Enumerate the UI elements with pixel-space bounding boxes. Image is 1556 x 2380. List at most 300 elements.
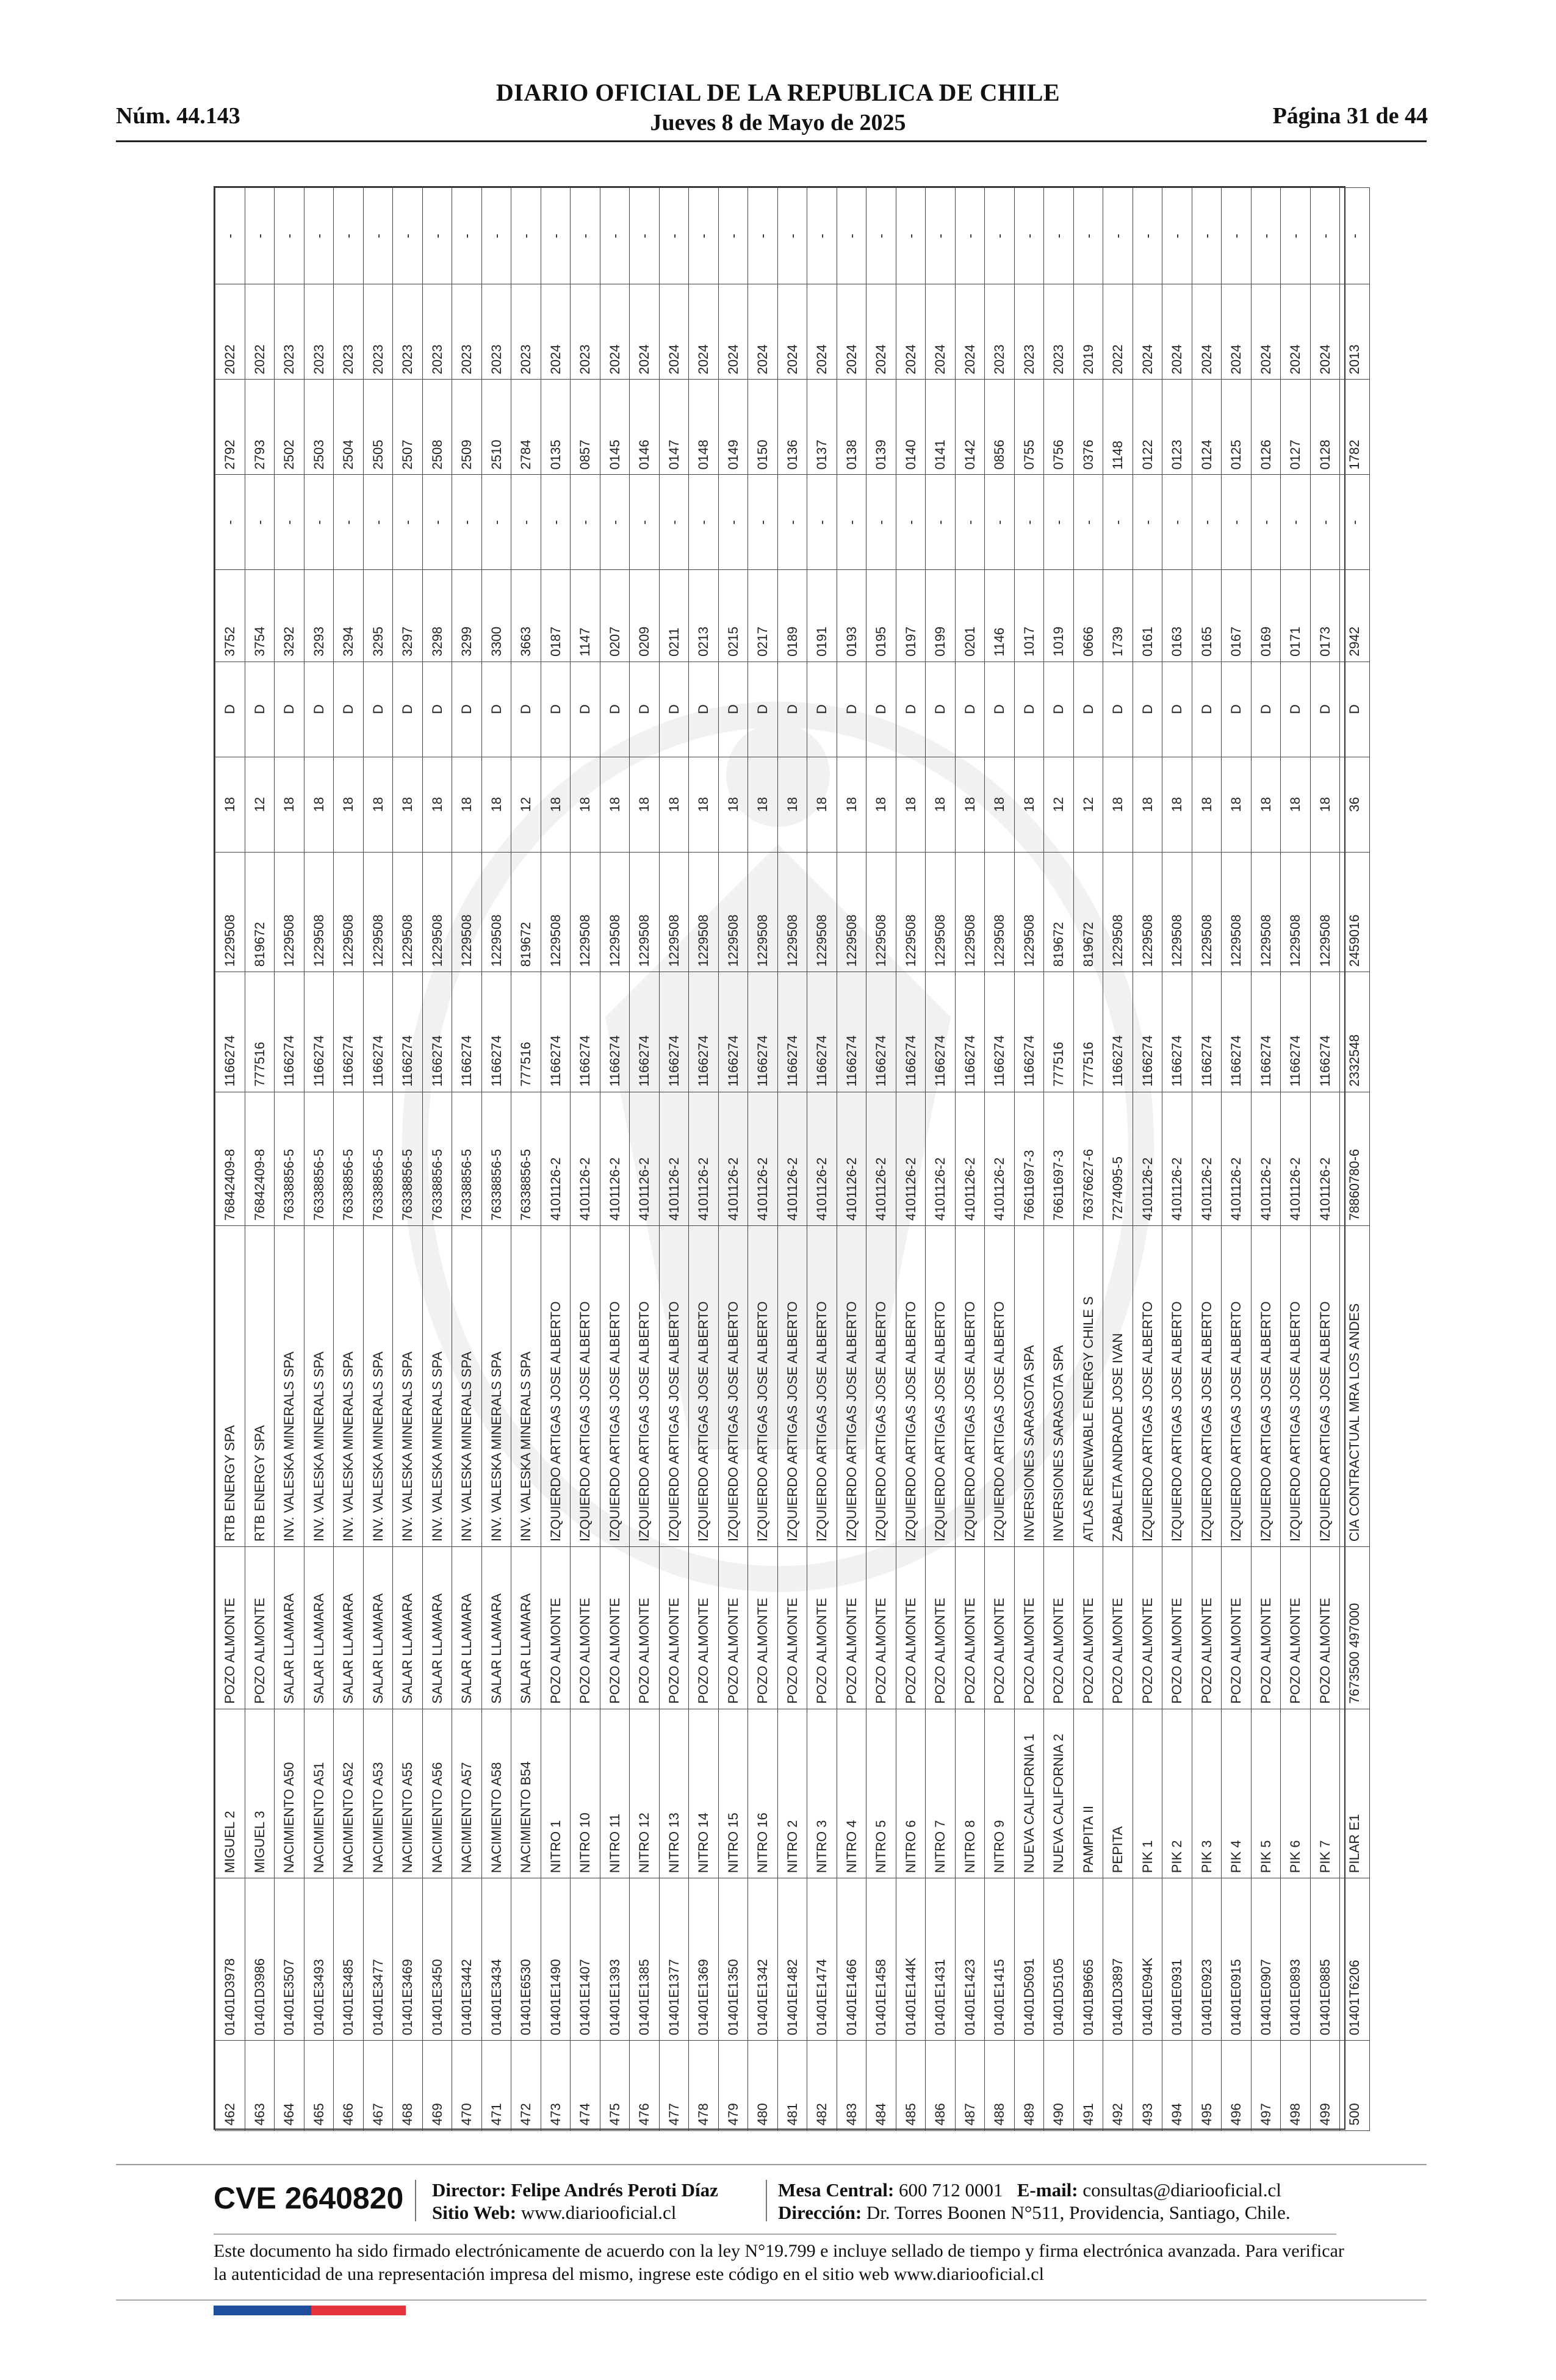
table-cell: - bbox=[630, 475, 660, 570]
table-cell: D bbox=[1014, 662, 1044, 757]
table-cell: 18 bbox=[1162, 757, 1192, 852]
table-cell: 0123 bbox=[1162, 380, 1192, 475]
table-cell: 18 bbox=[571, 757, 600, 852]
table-cell: 0146 bbox=[630, 380, 660, 475]
table-row bbox=[1073, 188, 1103, 2131]
table-cell: - bbox=[275, 188, 304, 284]
table-cell: 497 bbox=[1251, 2041, 1281, 2131]
table-cell: - bbox=[689, 475, 719, 570]
footer-divider-2 bbox=[214, 2234, 1336, 2235]
table-cell: 1229508 bbox=[422, 852, 452, 972]
table-cell: 2024 bbox=[541, 284, 571, 380]
table-cell: 7673500 497000 bbox=[1340, 1547, 1370, 1709]
table-cell: NACIMIENTO A55 bbox=[393, 1709, 423, 1878]
table-cell: 2013 bbox=[1340, 284, 1370, 380]
table-cell: 1229508 bbox=[748, 852, 778, 972]
table-cell: 01401E1369 bbox=[689, 1878, 719, 2041]
table-row bbox=[275, 188, 304, 2131]
table-cell: 1229508 bbox=[718, 852, 748, 972]
table-row bbox=[452, 188, 482, 2131]
table-cell: 01401E144K bbox=[896, 1878, 926, 2041]
table-cell: NITRO 10 bbox=[571, 1709, 600, 1878]
table-cell: 496 bbox=[1222, 2041, 1252, 2131]
table-cell: 18 bbox=[1251, 757, 1281, 852]
table-cell: 01401E3450 bbox=[422, 1878, 452, 2041]
table-cell: 01401E094K bbox=[1133, 1878, 1162, 2041]
table-cell: 0755 bbox=[1014, 380, 1044, 475]
table-cell: 18 bbox=[452, 757, 482, 852]
table-cell: 0145 bbox=[600, 380, 630, 475]
table-cell: 01401E0907 bbox=[1251, 1878, 1281, 2041]
table-cell: 1166274 bbox=[1281, 972, 1311, 1092]
email-label: E-mail: bbox=[1017, 2179, 1078, 2201]
table-cell: 1166274 bbox=[600, 972, 630, 1092]
table-row bbox=[481, 188, 511, 2131]
table-cell: 76842409-8 bbox=[245, 1092, 275, 1226]
table-cell: RTB ENERGY SPA bbox=[245, 1226, 275, 1547]
table-cell: 18 bbox=[1310, 757, 1340, 852]
table-cell: D bbox=[837, 662, 866, 757]
table-cell: INV. VALESKA MINERALS SPA bbox=[481, 1226, 511, 1547]
table-cell: NITRO 16 bbox=[748, 1709, 778, 1878]
table-cell: INVERSIONES SARASOTA SPA bbox=[1044, 1226, 1074, 1547]
table-cell: 01401E1423 bbox=[955, 1878, 985, 2041]
table-cell: 819672 bbox=[511, 852, 541, 972]
table-cell: 2502 bbox=[275, 380, 304, 475]
table-cell: 2503 bbox=[304, 380, 334, 475]
table-cell: POZO ALMONTE bbox=[1281, 1547, 1311, 1709]
table-cell: CIA CONTRACTUAL MRA LOS ANDES bbox=[1340, 1226, 1370, 1547]
table-cell: 4101126-2 bbox=[689, 1092, 719, 1226]
table-cell: IZQUIERDO ARTIGAS JOSE ALBERTO bbox=[718, 1226, 748, 1547]
table-cell: 01401E1482 bbox=[777, 1878, 807, 2041]
table-cell: 1166274 bbox=[452, 972, 482, 1092]
table-cell: - bbox=[393, 188, 423, 284]
footer-divider bbox=[116, 2164, 1427, 2165]
table-cell: 3754 bbox=[245, 570, 275, 662]
table-cell: - bbox=[1073, 188, 1103, 284]
address-text: Dr. Torres Boonen N°511, Providencia, Santiago, Chile. bbox=[866, 2202, 1291, 2223]
table-cell: 4101126-2 bbox=[807, 1092, 837, 1226]
table-cell: 483 bbox=[837, 2041, 866, 2131]
table-cell: IZQUIERDO ARTIGAS JOSE ALBERTO bbox=[541, 1226, 571, 1547]
table-cell: 1229508 bbox=[363, 852, 393, 972]
table-cell: 4101126-2 bbox=[896, 1092, 926, 1226]
mesa-phone: 600 712 0001 bbox=[899, 2179, 1003, 2201]
table-cell: - bbox=[393, 475, 423, 570]
table-cell: 1229508 bbox=[896, 852, 926, 972]
table-cell: 01401E0915 bbox=[1222, 1878, 1252, 2041]
table-cell: 0167 bbox=[1222, 570, 1252, 662]
table-cell: 1166274 bbox=[571, 972, 600, 1092]
table-row bbox=[1103, 188, 1133, 2131]
table-cell: NITRO 4 bbox=[837, 1709, 866, 1878]
table-cell: 1166274 bbox=[1014, 972, 1044, 1092]
table-cell: 01401E1377 bbox=[659, 1878, 689, 2041]
table-cell: NITRO 11 bbox=[600, 1709, 630, 1878]
table-cell: D bbox=[275, 662, 304, 757]
table-cell: 76611697-3 bbox=[1014, 1092, 1044, 1226]
table-cell: NITRO 2 bbox=[777, 1709, 807, 1878]
flag-stripe-blue bbox=[214, 2306, 311, 2315]
table-cell: 480 bbox=[748, 2041, 778, 2131]
table-cell: 0135 bbox=[541, 380, 571, 475]
table-cell: 1148 bbox=[1103, 380, 1133, 475]
table-cell: - bbox=[334, 475, 364, 570]
table-cell: POZO ALMONTE bbox=[718, 1547, 748, 1709]
table-cell: 1166274 bbox=[926, 972, 956, 1092]
table-cell: 2024 bbox=[1251, 284, 1281, 380]
table-cell: - bbox=[511, 188, 541, 284]
bottom-divider bbox=[116, 2299, 1427, 2301]
table-cell: 4101126-2 bbox=[748, 1092, 778, 1226]
table-cell: 500 bbox=[1340, 2041, 1370, 2131]
table-cell: - bbox=[1310, 188, 1340, 284]
table-cell: 0136 bbox=[777, 380, 807, 475]
table-row bbox=[334, 188, 364, 2131]
table-cell: 481 bbox=[777, 2041, 807, 2131]
table-cell: 2024 bbox=[1222, 284, 1252, 380]
table-cell: 1166274 bbox=[422, 972, 452, 1092]
table-cell: 76376627-6 bbox=[1073, 1092, 1103, 1226]
table-row bbox=[926, 188, 956, 2131]
table-cell: 1166274 bbox=[748, 972, 778, 1092]
table-cell: 2024 bbox=[600, 284, 630, 380]
table-cell: 0127 bbox=[1281, 380, 1311, 475]
table-cell: 0128 bbox=[1310, 380, 1340, 475]
table-cell: - bbox=[1044, 188, 1074, 284]
table-cell: INV. VALESKA MINERALS SPA bbox=[422, 1226, 452, 1547]
table-cell: D bbox=[630, 662, 660, 757]
table-cell: - bbox=[541, 475, 571, 570]
table-cell: SALAR LLAMARA bbox=[481, 1547, 511, 1709]
table-cell: PEPITA bbox=[1103, 1709, 1133, 1878]
table-cell: - bbox=[452, 188, 482, 284]
table-cell: 4101126-2 bbox=[926, 1092, 956, 1226]
table-cell: - bbox=[896, 475, 926, 570]
table-cell: 01401E1431 bbox=[926, 1878, 956, 2041]
table-cell: D bbox=[363, 662, 393, 757]
table-cell: NITRO 6 bbox=[896, 1709, 926, 1878]
table-row bbox=[571, 188, 600, 2131]
table-cell: 18 bbox=[541, 757, 571, 852]
table-cell: 4101126-2 bbox=[718, 1092, 748, 1226]
table-cell: 1229508 bbox=[1310, 852, 1340, 972]
table-cell: D bbox=[1073, 662, 1103, 757]
table-cell: 0215 bbox=[718, 570, 748, 662]
table-cell: - bbox=[215, 475, 245, 570]
table-cell: 2792 bbox=[215, 380, 245, 475]
table-cell: D bbox=[422, 662, 452, 757]
table-cell: 0141 bbox=[926, 380, 956, 475]
table-cell: 0150 bbox=[748, 380, 778, 475]
table-cell: 36 bbox=[1340, 757, 1370, 852]
table-cell: - bbox=[1133, 188, 1162, 284]
table-cell: 3298 bbox=[422, 570, 452, 662]
table-cell: - bbox=[571, 188, 600, 284]
table-cell: 78860780-6 bbox=[1340, 1092, 1370, 1226]
table-cell: 76611697-3 bbox=[1044, 1092, 1074, 1226]
table-cell: SALAR LLAMARA bbox=[275, 1547, 304, 1709]
table-cell: 3292 bbox=[275, 570, 304, 662]
table-cell: D bbox=[1192, 662, 1222, 757]
table-cell: 2022 bbox=[215, 284, 245, 380]
table-cell: 1229508 bbox=[985, 852, 1015, 972]
table-cell: 2332548 bbox=[1340, 972, 1370, 1092]
table-cell: INV. VALESKA MINERALS SPA bbox=[275, 1226, 304, 1547]
table-cell: 0209 bbox=[630, 570, 660, 662]
table-cell: NACIMIENTO B54 bbox=[511, 1709, 541, 1878]
table-cell: 2509 bbox=[452, 380, 482, 475]
table-cell: 485 bbox=[896, 2041, 926, 2131]
table-cell: PAMPITA II bbox=[1073, 1709, 1103, 1878]
table-row bbox=[985, 188, 1015, 2131]
table-cell: 12 bbox=[245, 757, 275, 852]
table-cell: 3297 bbox=[393, 570, 423, 662]
table-cell: 489 bbox=[1014, 2041, 1044, 2131]
table-cell: NITRO 9 bbox=[985, 1709, 1015, 1878]
table-cell: 1229508 bbox=[1014, 852, 1044, 972]
table-row bbox=[1251, 188, 1281, 2131]
table-cell: 486 bbox=[926, 2041, 956, 2131]
table-cell: - bbox=[1133, 475, 1162, 570]
table-cell: - bbox=[275, 475, 304, 570]
table-cell: D bbox=[866, 662, 896, 757]
table-cell: 474 bbox=[571, 2041, 600, 2131]
table-cell: 1166274 bbox=[1103, 972, 1133, 1092]
table-cell: - bbox=[571, 475, 600, 570]
table-cell: 01401E1385 bbox=[630, 1878, 660, 2041]
table-cell: 3299 bbox=[452, 570, 482, 662]
table-cell: 488 bbox=[985, 2041, 1015, 2131]
table-cell: 2023 bbox=[985, 284, 1015, 380]
table-cell: 1019 bbox=[1044, 570, 1074, 662]
table-cell: 18 bbox=[659, 757, 689, 852]
table-cell: D bbox=[541, 662, 571, 757]
table-cell: 2023 bbox=[363, 284, 393, 380]
table-cell: - bbox=[1044, 475, 1074, 570]
table-cell: 01401T6206 bbox=[1340, 1878, 1370, 2041]
table-cell: 4101126-2 bbox=[777, 1092, 807, 1226]
table-cell: - bbox=[985, 188, 1015, 284]
table-cell: 0191 bbox=[807, 570, 837, 662]
table-cell: 1229508 bbox=[541, 852, 571, 972]
table-cell: 0125 bbox=[1222, 380, 1252, 475]
table-cell: 1166274 bbox=[275, 972, 304, 1092]
table-cell: 473 bbox=[541, 2041, 571, 2131]
table-cell: - bbox=[600, 188, 630, 284]
table-cell: 1166274 bbox=[541, 972, 571, 1092]
website-link[interactable]: www.diariooficial.cl bbox=[520, 2202, 677, 2223]
table-cell: 0376 bbox=[1073, 380, 1103, 475]
table-cell: 1229508 bbox=[1251, 852, 1281, 972]
table-cell: SALAR LLAMARA bbox=[511, 1547, 541, 1709]
table-cell: 01401E1490 bbox=[541, 1878, 571, 2041]
table-cell: 0173 bbox=[1310, 570, 1340, 662]
table-cell: 477 bbox=[659, 2041, 689, 2131]
table-cell: 0666 bbox=[1073, 570, 1103, 662]
table-row bbox=[1044, 188, 1074, 2131]
table-cell: 1166274 bbox=[1162, 972, 1192, 1092]
table-cell: 1166274 bbox=[955, 972, 985, 1092]
table-cell: 4101126-2 bbox=[1251, 1092, 1281, 1226]
table-cell: POZO ALMONTE bbox=[689, 1547, 719, 1709]
table-cell: - bbox=[245, 188, 275, 284]
table-cell: 2024 bbox=[748, 284, 778, 380]
table-cell: - bbox=[748, 188, 778, 284]
contact-line bbox=[778, 2179, 1291, 2201]
table-cell: - bbox=[1310, 475, 1340, 570]
table-cell: PIK 1 bbox=[1133, 1709, 1162, 1878]
table-cell: - bbox=[659, 475, 689, 570]
table-cell: - bbox=[689, 188, 719, 284]
table-cell: D bbox=[985, 662, 1015, 757]
table-cell: POZO ALMONTE bbox=[1073, 1547, 1103, 1709]
table-cell: 4101126-2 bbox=[1192, 1092, 1222, 1226]
table-cell: D bbox=[1281, 662, 1311, 757]
table-cell: 479 bbox=[718, 2041, 748, 2131]
table-cell: 495 bbox=[1192, 2041, 1222, 2131]
table-cell: 2024 bbox=[926, 284, 956, 380]
table-cell: POZO ALMONTE bbox=[807, 1547, 837, 1709]
table-cell: 0171 bbox=[1281, 570, 1311, 662]
table-cell: 1166274 bbox=[630, 972, 660, 1092]
table-cell: - bbox=[659, 188, 689, 284]
table-cell: 2023 bbox=[1014, 284, 1044, 380]
table-cell: 01401E6530 bbox=[511, 1878, 541, 2041]
table-cell: - bbox=[1014, 475, 1044, 570]
table-cell: 0213 bbox=[689, 570, 719, 662]
table-cell: 0126 bbox=[1251, 380, 1281, 475]
table-cell: D bbox=[1222, 662, 1252, 757]
table-cell: D bbox=[215, 662, 245, 757]
table-cell: 1229508 bbox=[481, 852, 511, 972]
table-cell: 1166274 bbox=[363, 972, 393, 1092]
table-cell: 76338856-5 bbox=[511, 1092, 541, 1226]
table-cell: 12 bbox=[1044, 757, 1074, 852]
table-cell: 01401E1342 bbox=[748, 1878, 778, 2041]
table-cell: 0169 bbox=[1251, 570, 1281, 662]
address-line bbox=[778, 2201, 1291, 2224]
table-cell: IZQUIERDO ARTIGAS JOSE ALBERTO bbox=[1222, 1226, 1252, 1547]
table-cell: 0148 bbox=[689, 380, 719, 475]
table-cell: - bbox=[1340, 475, 1370, 570]
table-cell: 0756 bbox=[1044, 380, 1074, 475]
table-cell: - bbox=[363, 188, 393, 284]
table-cell: 482 bbox=[807, 2041, 837, 2131]
director-name: Director: Felipe Andrés Peroti Díaz bbox=[432, 2179, 718, 2201]
table-cell: 494 bbox=[1162, 2041, 1192, 2131]
table-row bbox=[1162, 188, 1192, 2131]
table-cell: 01401D5091 bbox=[1014, 1878, 1044, 2041]
table-cell: D bbox=[896, 662, 926, 757]
table-cell: SALAR LLAMARA bbox=[334, 1547, 364, 1709]
table-cell: IZQUIERDO ARTIGAS JOSE ALBERTO bbox=[748, 1226, 778, 1547]
table-cell: 1166274 bbox=[334, 972, 364, 1092]
table-cell: IZQUIERDO ARTIGAS JOSE ALBERTO bbox=[1133, 1226, 1162, 1547]
table-cell: POZO ALMONTE bbox=[748, 1547, 778, 1709]
table-cell: 777516 bbox=[245, 972, 275, 1092]
table-cell: 1166274 bbox=[896, 972, 926, 1092]
table-cell: - bbox=[926, 475, 956, 570]
table-cell: 1166274 bbox=[837, 972, 866, 1092]
table-cell: NACIMIENTO A56 bbox=[422, 1709, 452, 1878]
table-cell: D bbox=[1103, 662, 1133, 757]
table-cell: D bbox=[334, 662, 364, 757]
table-cell: 1166274 bbox=[777, 972, 807, 1092]
table-cell: 18 bbox=[630, 757, 660, 852]
table-cell: 1166274 bbox=[807, 972, 837, 1092]
table-cell: 2505 bbox=[363, 380, 393, 475]
table-cell: 18 bbox=[363, 757, 393, 852]
table-cell: - bbox=[1162, 188, 1192, 284]
table-cell: 4101126-2 bbox=[1310, 1092, 1340, 1226]
table-cell: 1166274 bbox=[1133, 972, 1162, 1092]
table-cell: 1229508 bbox=[659, 852, 689, 972]
table-cell: 1166274 bbox=[393, 972, 423, 1092]
table-cell: - bbox=[1162, 475, 1192, 570]
table-cell: 18 bbox=[600, 757, 630, 852]
mining-concessions-table-frame bbox=[214, 186, 1363, 2130]
table-cell: - bbox=[541, 188, 571, 284]
table-cell: - bbox=[777, 475, 807, 570]
table-cell: 3295 bbox=[363, 570, 393, 662]
table-cell: 472 bbox=[511, 2041, 541, 2131]
table-cell: 18 bbox=[1222, 757, 1252, 852]
table-row bbox=[541, 188, 571, 2131]
cve-code: CVE 2640820 bbox=[214, 2181, 404, 2215]
rotated-table-wrapper bbox=[215, 187, 1363, 2131]
table-cell: 4101126-2 bbox=[866, 1092, 896, 1226]
table-cell: POZO ALMONTE bbox=[926, 1547, 956, 1709]
table-cell: 01401E3442 bbox=[452, 1878, 482, 2041]
table-cell: 18 bbox=[334, 757, 364, 852]
table-cell: 777516 bbox=[511, 972, 541, 1092]
table-cell: 76338856-5 bbox=[275, 1092, 304, 1226]
table-cell: 2508 bbox=[422, 380, 452, 475]
table-cell: IZQUIERDO ARTIGAS JOSE ALBERTO bbox=[1162, 1226, 1192, 1547]
table-row bbox=[1192, 188, 1222, 2131]
email-link[interactable]: consultas@diariooficial.cl bbox=[1082, 2179, 1281, 2201]
table-cell: 0163 bbox=[1162, 570, 1192, 662]
table-cell: D bbox=[1340, 662, 1370, 757]
table-cell: - bbox=[304, 188, 334, 284]
table-cell: SALAR LLAMARA bbox=[452, 1547, 482, 1709]
table-cell: - bbox=[334, 188, 364, 284]
table-cell: 493 bbox=[1133, 2041, 1162, 2131]
table-cell: 2024 bbox=[866, 284, 896, 380]
table-cell: 1782 bbox=[1340, 380, 1370, 475]
table-cell: - bbox=[600, 475, 630, 570]
table-cell: - bbox=[866, 475, 896, 570]
table-cell: 01401E1407 bbox=[571, 1878, 600, 2041]
table-cell: 18 bbox=[275, 757, 304, 852]
table-cell: 0139 bbox=[866, 380, 896, 475]
table-cell: 4101126-2 bbox=[1222, 1092, 1252, 1226]
table-cell: 0137 bbox=[807, 380, 837, 475]
table-cell: RTB ENERGY SPA bbox=[215, 1226, 245, 1547]
table-cell: D bbox=[511, 662, 541, 757]
table-row bbox=[1222, 188, 1252, 2131]
table-cell: 2507 bbox=[393, 380, 423, 475]
table-cell: 2023 bbox=[422, 284, 452, 380]
table-cell: 2024 bbox=[1162, 284, 1192, 380]
table-cell: 01401E0885 bbox=[1310, 1878, 1340, 2041]
table-cell: 76338856-5 bbox=[452, 1092, 482, 1226]
table-cell: 0207 bbox=[600, 570, 630, 662]
table-cell: PIK 6 bbox=[1281, 1709, 1311, 1878]
table-cell: 465 bbox=[304, 2041, 334, 2131]
